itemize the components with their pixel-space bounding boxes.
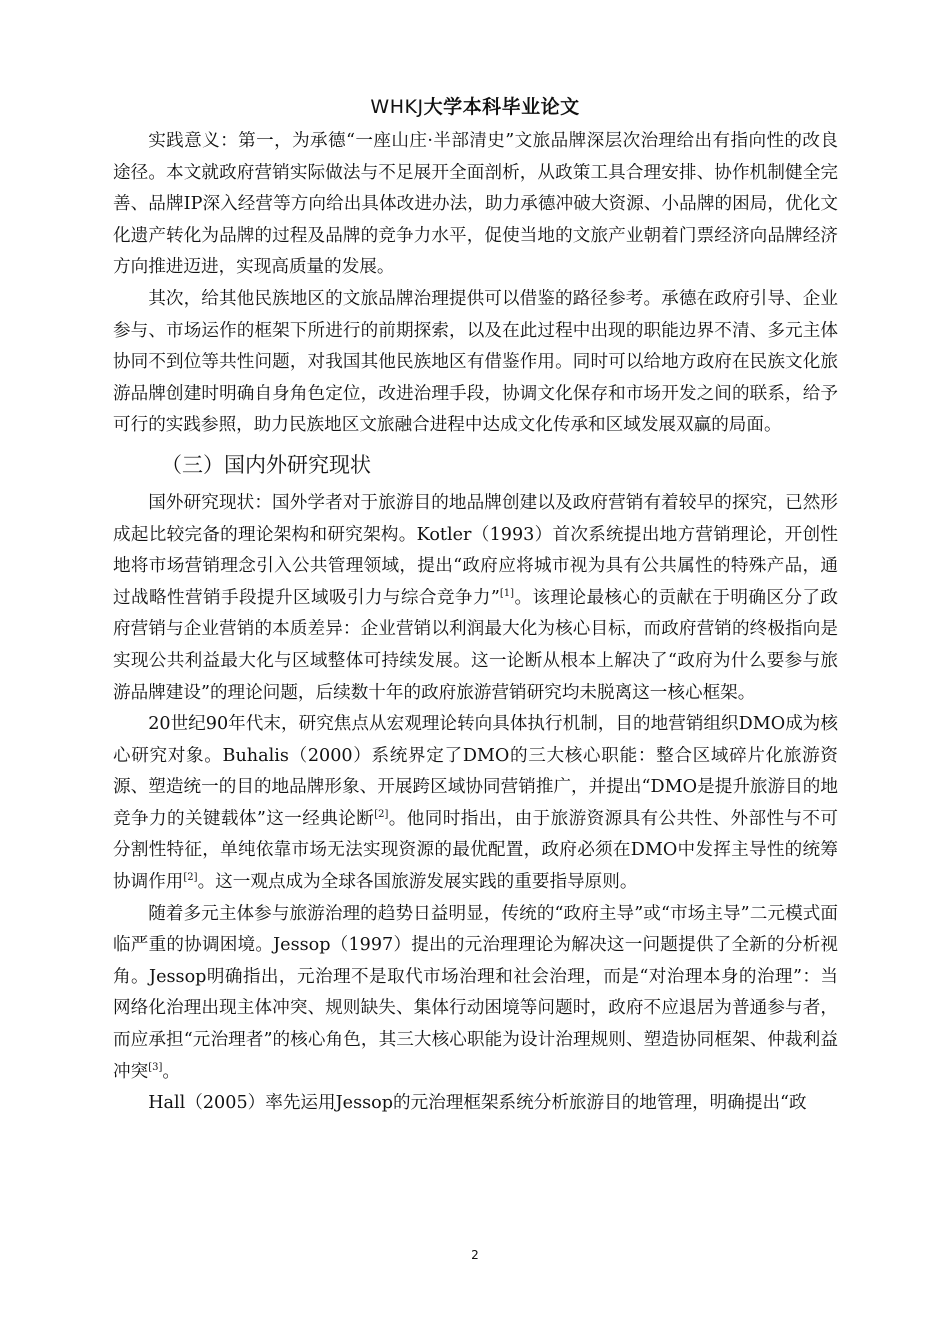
header-latin: WHKJ (370, 96, 424, 118)
paragraph-meta-governance (113, 899, 838, 1089)
text-segment: 20世纪90年代末，研究焦点从宏观理论转向具体执行机制，目的地营销组织DMO成为核心研究对象。Buhalis（2000）系统界定了DMO的三大核心职能：整合区域碎片化旅游资源、塑造统一的目的地品牌形象、开展跨区域协同营销推广，并提出“DMO是提升旅游目的地竞争力的关键载体”这一经典论断 (113, 714, 838, 829)
text-segment: 随着多元主体参与旅游治理的趋势日益明显，传统的“政府主导”或“市场主导”二元模式面临严重的协调困境。Jessop（1997）提出的元治理理论为解决这一问题提供了全新的分析视角。Jessop明确指出，元治理不是取代市场治理和社会治理，而是“对治理本身的治理”：当网络化治理出现主体冲突、规则缺失、集体行动困境等问题时，政府不应退居为普通参与者，而应承担“元治理者”的核心角色，其三大核心职能为设计治理规则、塑造协同框架、仲裁利益冲突 (113, 903, 838, 1082)
text-segment: 。这一观点成为全球各国旅游发展实践的重要指导原则。 (197, 872, 638, 893)
section-heading-research-status: （三）国内外研究现状 (161, 452, 371, 477)
citation-ref: [3] (148, 1061, 163, 1073)
paragraph-foreign-research (113, 488, 838, 709)
paragraph-hall-research: Hall（2005）率先运用Jessop的元治理框架系统分析旅游目的地管理，明确提出“政 (148, 1093, 807, 1114)
text-segment: 。 (162, 1061, 180, 1082)
paragraph-practical-significance: 实践意义：第一，为承德“一座山庄·半部清史”文旅品牌深层次治理给出有指向性的改良途径。本文就政府营销实际做法与不足展开全面剖析，从政策工具合理安排、协作机制健全完善、品牌IP深入经营等方向给出具体改进办法，助力承德冲破大资源、小品牌的困局，优化文化遗产转化为品牌的过程及品牌的竞争力水平，促使当地的文旅产业朝着门票经济向品牌经济方向推进迈进，实现高质量的发展。 (113, 131, 838, 278)
paragraph-dmo-research (113, 709, 838, 899)
page-header (0, 92, 950, 119)
citation-ref: [1] (499, 587, 515, 599)
text-segment: 。该理论最核心的贡献在于明确区分了政府营销与企业营销的本质差异：企业营销以利润最大化为核心目标，而政府营销的终极指向是实现公共利益最大化与区域整体可持续发展。这一论断从根本上解决了“政府为什么要参与旅游品牌建设”的理论问题，后续数十年的政府旅游营销研究均未脱离这一核心框架。 (113, 587, 838, 703)
paragraph-reference-value: 其次，给其他民族地区的文旅品牌治理提供可以借鉴的路径参考。承德在政府引导、企业参与、市场运作的框架下所进行的前期探索，以及在此过程中出现的职能边界不清、多元主体协同不到位等共性问题，对我国其他民族地区有借鉴作用。同时可以给地方政府在民族文化旅游品牌创建时明确自身角色定位，改进治理手段，协调文化保存和市场开发之间的联系，给予可行的实践参照，助力民族地区文旅融合进程中达成文化传承和区域发展双赢的局面。 (113, 288, 838, 436)
text-segment: 国外研究现状：国外学者对于旅游目的地品牌创建以及政府营销有着较早的探究，已然形成起比较完备的理论架构和研究架构。Kotler（1993）首次系统提出地方营销理论，开创性地将市场营销理念引入公共管理领域，提出“政府应将城市视为具有公共属性的特殊产品，通过战略性营销手段提升区域吸引力与综合竞争力” (113, 492, 838, 608)
text-segment: 。他同时指出，由于旅游资源具有公共性、外部性与不可分割性特征，单纯依靠市场无法实现资源的最优配置，政府必须在DMO中发挥主导性的统筹协调作用 (113, 808, 838, 893)
body-content (113, 126, 838, 1120)
page-number: 2 (471, 1248, 479, 1262)
header-title: 大学本科毕业论文 (423, 96, 580, 118)
citation-ref: [2] (183, 872, 198, 884)
citation-ref: [2] (374, 809, 389, 821)
